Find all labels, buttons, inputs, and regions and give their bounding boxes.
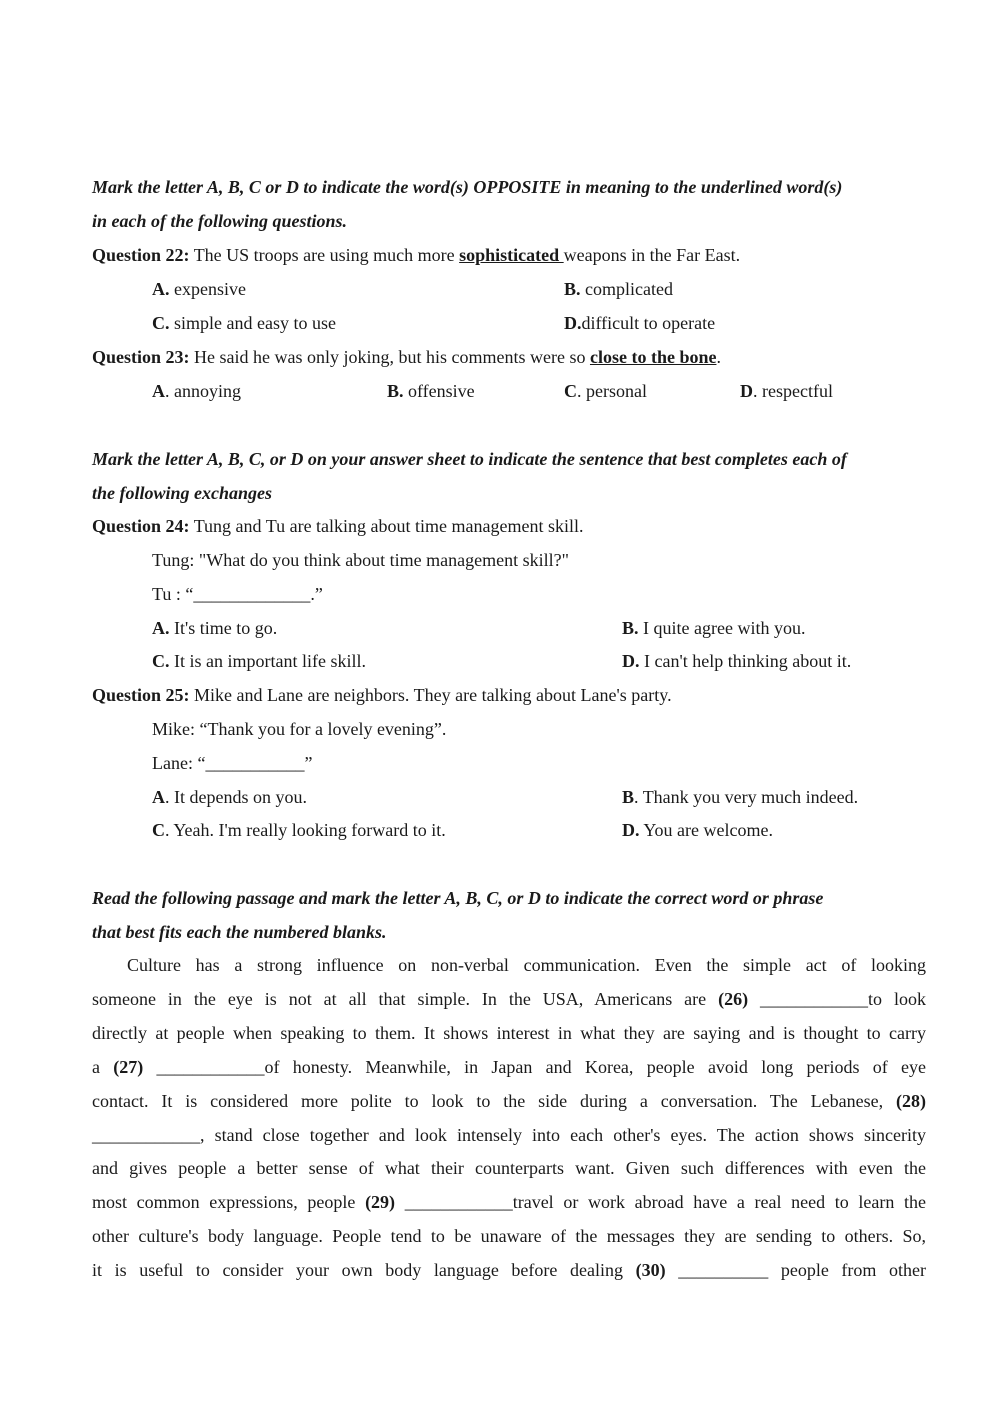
- option-text: difficult to operate: [581, 313, 716, 333]
- option-text: complicated: [580, 279, 673, 299]
- passage-line-8: [92, 1191, 926, 1213]
- passage-line-7: and gives people a better sense of what their counterparts want. Given such differences with even the: [92, 1158, 926, 1178]
- q25-dialog-line1: Mike: “Thank you for a lovely evening”.: [152, 719, 447, 739]
- question-25-label: Question 25:: [92, 685, 190, 705]
- option-letter: D.: [564, 313, 582, 333]
- question-22: [92, 244, 740, 266]
- q23-option-a[interactable]: [152, 380, 241, 402]
- question-22-label: Question 22:: [92, 245, 190, 265]
- q24-dialog-line2: Tu : “_____________.”: [152, 584, 323, 604]
- option-text: . annoying: [165, 381, 241, 401]
- q24-option-a[interactable]: [152, 617, 277, 639]
- question-23-label: Question 23:: [92, 347, 190, 367]
- option-text: . Yeah. I'm really looking forward to it.: [165, 820, 446, 840]
- passage-text: ____________travel or work abroad have a real need to learn the: [395, 1192, 926, 1212]
- option-letter: D: [740, 381, 753, 401]
- option-letter: A: [152, 381, 165, 401]
- q25-option-c[interactable]: [152, 819, 446, 841]
- question-24-text: Tung and Tu are talking about time management skill.: [189, 516, 584, 536]
- question-23-text-after: .: [716, 347, 721, 367]
- question-22-underlined-word: sophisticated: [459, 245, 564, 265]
- passage-text: most common expressions, people: [92, 1192, 366, 1212]
- question-22-text-before: The US troops are using much more: [189, 245, 460, 265]
- section2-instruction-line2: the following exchanges: [92, 483, 273, 503]
- q22-option-a[interactable]: [152, 278, 246, 300]
- q24-option-b[interactable]: [622, 617, 805, 639]
- q25-option-b[interactable]: [622, 786, 858, 808]
- option-letter: D.: [622, 651, 640, 671]
- blank-number-28: (28): [896, 1091, 926, 1111]
- passage-text: a: [92, 1057, 114, 1077]
- option-letter: B.: [564, 279, 581, 299]
- question-23-underlined-phrase: close to the bone: [589, 347, 717, 367]
- section1-instruction-line2: in each of the following questions.: [92, 211, 348, 231]
- blank-number-27: (27): [113, 1057, 144, 1077]
- passage-text: __________ people from other: [665, 1260, 927, 1280]
- passage-text: ____________to look: [748, 989, 926, 1009]
- option-letter: D.: [622, 820, 640, 840]
- option-text: I can't help thinking about it.: [639, 651, 852, 671]
- section3-instruction-line2: that best fits each the numbered blanks.: [92, 922, 387, 942]
- passage-line-5: [92, 1090, 926, 1112]
- passage-text: ____________of honesty. Meanwhile, in Japan and Korea, people avoid long periods of eye: [143, 1057, 926, 1077]
- q24-option-c[interactable]: [152, 650, 366, 672]
- question-22-text-after: weapons in the Far East.: [563, 245, 741, 265]
- option-letter: C.: [152, 313, 170, 333]
- question-25-text: Mike and Lane are neighbors. They are talking about Lane's party.: [189, 685, 672, 705]
- option-text: It is an important life skill.: [169, 651, 366, 671]
- passage-line-10: [92, 1259, 926, 1281]
- option-text: It's time to go.: [169, 618, 278, 638]
- option-text: . personal: [577, 381, 647, 401]
- q25-dialog-line2: Lane: “___________”: [152, 753, 313, 773]
- option-letter: A.: [152, 279, 170, 299]
- passage-text: it is useful to consider your own body language before dealing: [92, 1260, 636, 1280]
- blank-number-30: (30): [635, 1260, 666, 1280]
- option-letter: A: [152, 787, 165, 807]
- section2-instruction-line1: Mark the letter A, B, C, or D on your answer sheet to indicate the sentence that best completes each of: [92, 449, 847, 469]
- q24-dialog-line1: Tung: "What do you think about time management skill?": [152, 550, 569, 570]
- option-text: offensive: [403, 381, 475, 401]
- question-25: [92, 684, 672, 706]
- option-text: . respectful: [753, 381, 833, 401]
- question-24-label: Question 24:: [92, 516, 190, 536]
- q22-option-d[interactable]: [564, 312, 715, 334]
- blank-number-29: (29): [365, 1192, 396, 1212]
- passage-line-4: [92, 1056, 926, 1078]
- option-letter: C.: [152, 651, 170, 671]
- passage-line-9: other culture's body language. People tend to be unaware of the messages they are sending to others. So,: [92, 1226, 926, 1246]
- question-23-text-before: He said he was only joking, but his comments were so: [189, 347, 590, 367]
- q22-option-b[interactable]: [564, 278, 673, 300]
- option-text: expensive: [169, 279, 246, 299]
- passage-line-2: [92, 988, 926, 1010]
- option-letter: C: [564, 381, 577, 401]
- blank-number-26: (26): [718, 989, 749, 1009]
- question-23: [92, 346, 721, 368]
- passage-text: someone in the eye is not at all that simple. In the USA, Americans are: [92, 989, 719, 1009]
- passage-line-3: directly at people when speaking to them. It shows interest in what they are saying and is thought to carry: [92, 1023, 926, 1043]
- option-text: . Thank you very much indeed.: [634, 787, 859, 807]
- question-24: [92, 515, 584, 537]
- q23-option-c[interactable]: [564, 380, 647, 402]
- q24-option-d[interactable]: [622, 650, 851, 672]
- option-text: I quite agree with you.: [638, 618, 806, 638]
- option-letter: B: [622, 787, 635, 807]
- option-text: . It depends on you.: [165, 787, 307, 807]
- option-letter: B.: [387, 381, 404, 401]
- q23-option-b[interactable]: [387, 380, 475, 402]
- option-text: You are welcome.: [639, 820, 773, 840]
- section3-instruction-line1: Read the following passage and mark the letter A, B, C, or D to indicate the correct word or phrase: [92, 888, 824, 908]
- section1-instruction-line1: Mark the letter A, B, C or D to indicate the word(s) OPPOSITE in meaning to the underlined word(s): [92, 177, 843, 197]
- q23-option-d[interactable]: [740, 380, 833, 402]
- passage-text: contact. It is considered more polite to look to the side during a conversation. The Lebanese,: [92, 1091, 896, 1111]
- q25-option-d[interactable]: [622, 819, 773, 841]
- option-letter: B.: [622, 618, 639, 638]
- option-text: simple and easy to use: [169, 313, 336, 333]
- q25-option-a[interactable]: [152, 786, 307, 808]
- passage-line-6: ____________, stand close together and look intensely into each other's eyes. The action shows sincerity: [92, 1125, 926, 1145]
- option-letter: A.: [152, 618, 170, 638]
- passage-line-1: Culture has a strong influence on non-verbal communication. Even the simple act of looking: [127, 955, 926, 975]
- option-letter: C: [152, 820, 165, 840]
- q22-option-c[interactable]: [152, 312, 336, 334]
